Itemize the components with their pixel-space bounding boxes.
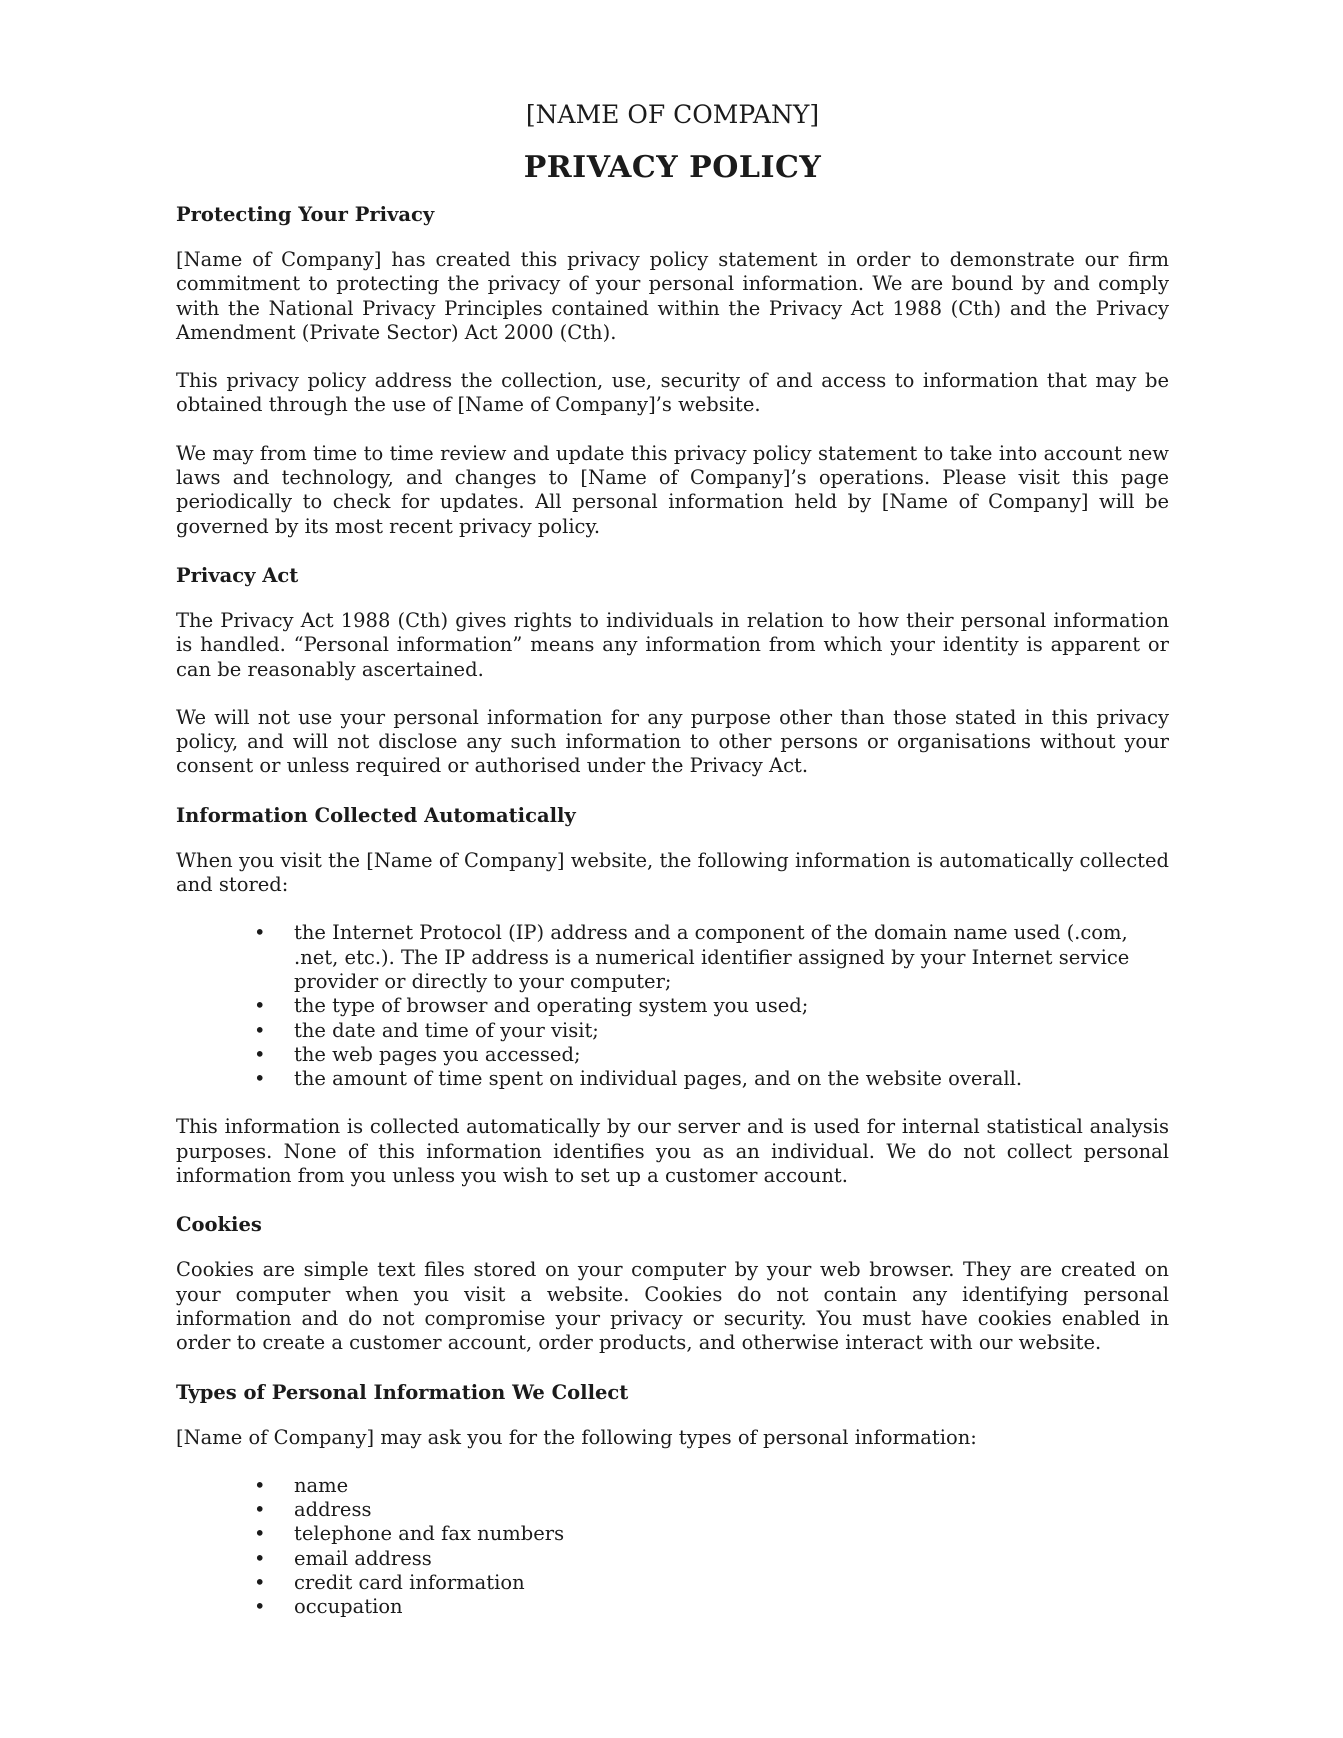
bullet-icon: • <box>254 994 266 1018</box>
bullet-icon: • <box>254 1570 266 1594</box>
list-item <box>176 921 1169 994</box>
paragraph: When you visit the [Name of Company] website, the following information is automatically collected and stored: <box>176 848 1169 897</box>
paragraph: [Name of Company] may ask you for the following types of personal information: <box>176 1425 977 1449</box>
list-item-text: the amount of time spent on individual pages, and on the website overall. <box>294 1067 1023 1091</box>
paragraph: The Privacy Act 1988 (Cth) gives rights to individuals in relation to how their personal information is handled. “Personal information” means any information from which your identity is apparent or can be reasonably ascertained. <box>176 608 1169 681</box>
bullet-list-personal-info <box>176 1474 1169 1620</box>
paragraph: Cookies are simple text files stored on your computer by your web browser. They are created on your computer when you visit a website. Cookies do not contain any identifying personal information and do not compromise your privacy or security. You must have cookies enabled in order to create a customer account, order products, and otherwise interact with our website. <box>176 1258 1169 1355</box>
list-item-text: email address <box>294 1546 432 1570</box>
list-item <box>176 1595 1169 1619</box>
section-heading-cookies: Cookies <box>176 1213 262 1237</box>
bullet-icon: • <box>254 921 266 945</box>
bullet-icon: • <box>254 1067 266 1091</box>
list-item <box>176 1019 1169 1043</box>
bullet-list-auto-collected <box>176 921 1169 1091</box>
list-item-text: the type of browser and operating system you used; <box>294 994 809 1018</box>
document-title: PRIVACY POLICY <box>523 150 822 185</box>
list-item <box>176 1547 1169 1571</box>
paragraph: This information is collected automatically by our server and is used for internal statistical analysis purposes. None of this information identifies you as an individual. We do not collect personal information from you unless you wish to set up a customer account. <box>176 1115 1169 1188</box>
list-item <box>176 1067 1169 1091</box>
list-item-text: name <box>294 1473 349 1497</box>
section-heading-protecting-privacy: Protecting Your Privacy <box>176 203 435 226</box>
list-item <box>176 994 1169 1018</box>
list-item <box>176 1522 1169 1546</box>
bullet-icon: • <box>254 1546 266 1570</box>
bullet-icon: • <box>254 1018 266 1042</box>
paragraph: This privacy policy address the collection, use, security of and access to information that may be obtained through the use of [Name of Company]’s website. <box>176 369 1169 417</box>
paragraph: We may from time to time review and update this privacy policy statement to take into account new laws and technology, and changes to [Name of Company]’s operations. Please visit this page periodically to check for updates. All personal information held by [Name of Company] will be governed by its most recent privacy policy. <box>176 441 1169 538</box>
list-item-text: the date and time of your visit; <box>294 1018 599 1042</box>
list-item-text: address <box>294 1498 372 1522</box>
paragraph: We will not use your personal information for any purpose other than those stated in this privacy policy, and will not disclose any such information to other persons or organisations without your consent or unless required or authorised under the Privacy Act. <box>176 705 1169 778</box>
document-body <box>176 202 1169 1644</box>
section-heading-information-collected: Information Collected Automatically <box>176 803 576 827</box>
list-item <box>176 1498 1169 1522</box>
list-item-text: telephone and fax numbers <box>294 1522 565 1546</box>
list-item-text: the web pages you accessed; <box>294 1042 581 1066</box>
bullet-icon: • <box>254 1473 266 1497</box>
company-name: [NAME OF COMPANY] <box>525 100 820 129</box>
bullet-icon: • <box>254 1595 266 1619</box>
list-item <box>176 1474 1169 1498</box>
section-heading-types-of-information: Types of Personal Information We Collect <box>176 1380 629 1404</box>
list-item-text: occupation <box>294 1595 403 1619</box>
bullet-icon: • <box>254 1522 266 1546</box>
paragraph: [Name of Company] has created this privacy policy statement in order to demonstrate our firm commitment to protecting the privacy of your personal information. We are bound by and comply with the National Privacy Principles contained within the Privacy Act 1988 (Cth) and the Privacy Amendment (Private Sector) Act 2000 (Cth). <box>176 248 1169 344</box>
list-item-text: the Internet Protocol (IP) address and a component of the domain name used (.com, .net, etc.). The IP address is a numerical identifier assigned by your Internet service provider or directly to your computer; <box>294 921 1130 993</box>
list-item <box>176 1571 1169 1595</box>
bullet-icon: • <box>254 1498 266 1522</box>
section-heading-privacy-act: Privacy Act <box>176 563 299 587</box>
list-item-text: credit card information <box>294 1570 525 1594</box>
bullet-icon: • <box>254 1042 266 1066</box>
list-item <box>176 1043 1169 1067</box>
